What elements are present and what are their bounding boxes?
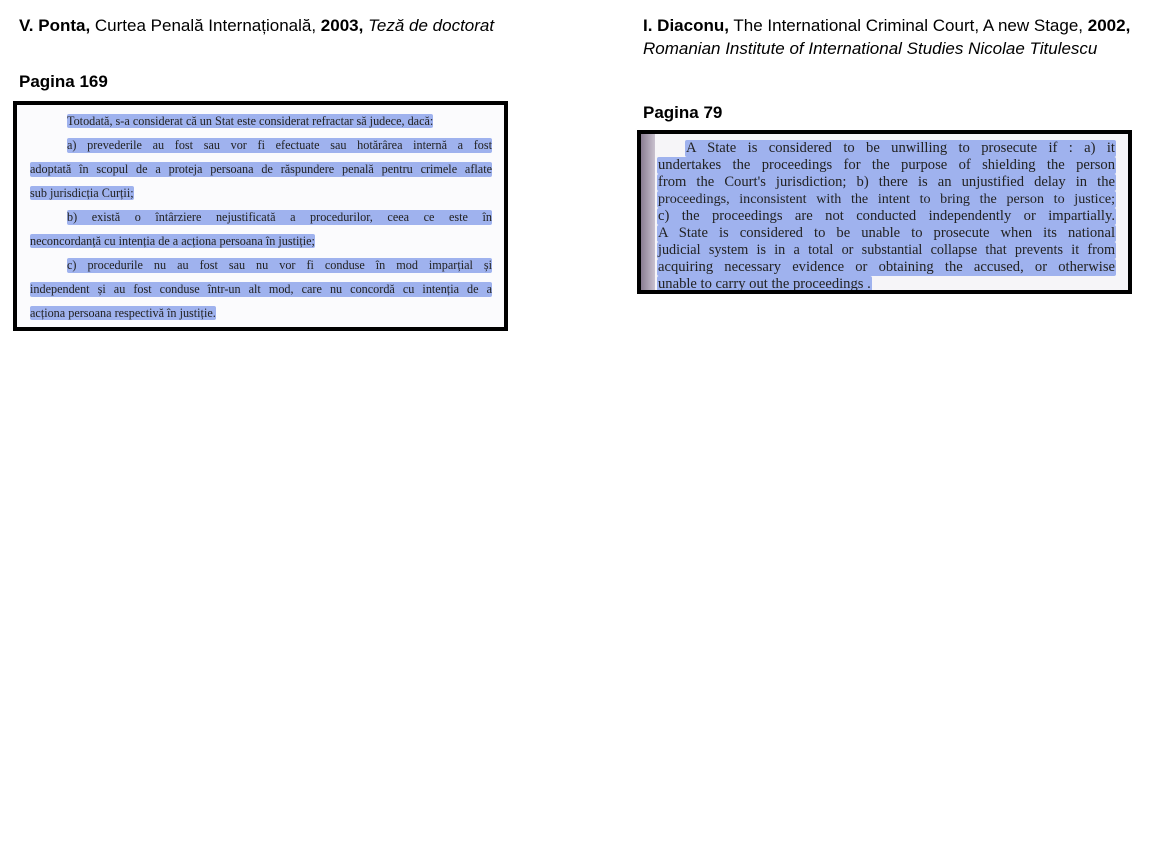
scan-text: Totodată, s-a considerat că un Stat este considerat refractar să judece, dacă: bbox=[67, 114, 434, 128]
scan-text: c) the proceedings are not conducted independently or impartially. bbox=[658, 208, 1115, 224]
left-author: V. Ponta, bbox=[19, 16, 91, 35]
scan-line bbox=[657, 225, 1116, 242]
scan-line bbox=[657, 157, 1116, 174]
scan-text: acționa persoana respectivă în justiție. bbox=[30, 306, 216, 320]
scan-text: c) procedurile nu au fost sau nu vor fi conduse în mod imparțial și bbox=[67, 258, 492, 272]
scan-text: undertakes the proceedings for the purpose of shielding the person bbox=[658, 157, 1115, 173]
scan-line bbox=[30, 282, 492, 297]
right-publisher: Romanian Institute of International Studies Nicolae Titulescu bbox=[643, 39, 1098, 58]
scan-text: from the Court's jurisdiction; b) there is an unjustified delay in the bbox=[658, 174, 1115, 190]
left-scan-excerpt bbox=[13, 101, 508, 331]
left-title: Curtea Penală Internațională, bbox=[94, 16, 317, 35]
scan-text: A State is considered to be unable to prosecute when its national bbox=[658, 225, 1115, 241]
scan-line bbox=[67, 258, 492, 273]
scan-text: sub jurisdicția Curții; bbox=[30, 186, 134, 200]
scan-text: neconcordanță cu intenția de a acționa persoana în justiție; bbox=[30, 234, 315, 248]
right-title: The International Criminal Court, A new Stage, bbox=[733, 16, 1084, 35]
scan-text: adoptată în scopul de a proteja persoana de răspundere penală pentru crimele aflate bbox=[30, 162, 492, 176]
right-scan-excerpt bbox=[637, 130, 1132, 294]
scan-text: acquiring necessary evidence or obtaining the accused, or otherwise bbox=[658, 259, 1115, 275]
scan-line bbox=[30, 306, 216, 321]
scan-text: proceedings, inconsistent with the intent to bring the person to justice; bbox=[658, 191, 1115, 207]
right-source bbox=[643, 14, 1153, 122]
scan-line bbox=[657, 140, 1116, 157]
scan-text: b) există o întârziere nejustificată a procedurilor, ceea ce este în bbox=[67, 210, 492, 224]
right-year: 2002, bbox=[1087, 16, 1131, 35]
scan-text: unable to carry out the proceedings . bbox=[658, 276, 871, 292]
left-source bbox=[19, 14, 599, 91]
right-page-label: Pagina 79 bbox=[643, 103, 723, 122]
left-year: 2003, bbox=[320, 16, 364, 35]
left-citation bbox=[19, 14, 599, 37]
left-page-label: Pagina 169 bbox=[19, 72, 108, 91]
scan-line bbox=[657, 191, 1116, 208]
scan-line bbox=[657, 276, 1116, 293]
left-doc-type: Teză de doctorat bbox=[368, 16, 495, 35]
scan-line bbox=[657, 242, 1116, 259]
scan-line bbox=[657, 208, 1116, 225]
scan-line bbox=[30, 186, 134, 201]
scan-line bbox=[30, 162, 492, 177]
right-author: I. Diaconu, bbox=[643, 16, 729, 35]
scan-line bbox=[30, 234, 315, 249]
scan-text: independent și au fost conduse într-un alt mod, care nu concordă cu intenția de a bbox=[30, 282, 492, 296]
scan-text: judicial system is in a total or substantial collapse that prevents it from bbox=[658, 242, 1115, 258]
scan-line bbox=[657, 174, 1116, 191]
scan-line bbox=[67, 210, 492, 225]
scan-edge-shadow bbox=[641, 134, 655, 290]
scan-line bbox=[67, 114, 433, 129]
scan-line bbox=[67, 138, 492, 153]
scan-text: A State is considered to be unwilling to prosecute if : a) it bbox=[686, 140, 1115, 156]
scan-text: a) prevederile au fost sau vor fi efectuate sau hotărârea internă a fost bbox=[67, 138, 492, 152]
right-citation bbox=[643, 14, 1153, 60]
scan-line bbox=[657, 259, 1116, 276]
